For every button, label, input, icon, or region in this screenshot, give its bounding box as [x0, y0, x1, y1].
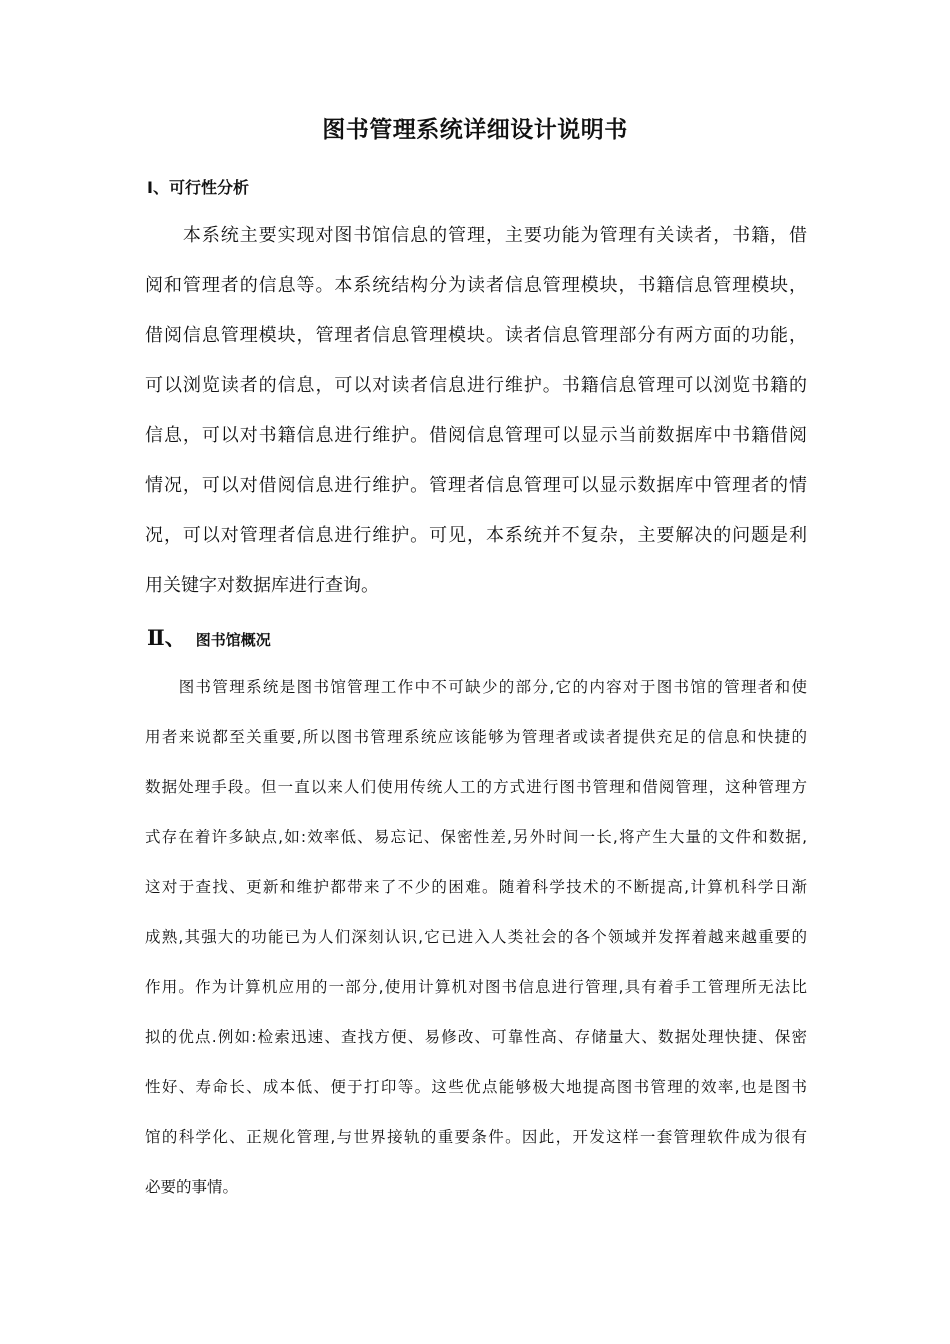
paragraph-line: 借阅信息管理模块，管理者信息管理模块。读者信息管理部分有两方面的功能， — [145, 325, 807, 346]
section-2-title: 图书馆概况 — [195, 631, 271, 649]
paragraph-line: 情况，可以对借阅信息进行维护。管理者信息管理可以显示数据库中管理者的情 — [145, 475, 807, 496]
paragraph-line: 信息，可以对书籍信息进行维护。借阅信息管理可以显示当前数据库中书籍借阅 — [145, 425, 807, 446]
paragraph-line: 阅和管理者的信息等。本系统结构分为读者信息管理模块，书籍信息管理模块， — [145, 275, 807, 296]
section-1-paragraph — [145, 211, 807, 611]
paragraph-line: 用关键字对数据库进行查询。 — [145, 575, 379, 596]
section-2-number: Ⅱ、 — [147, 625, 186, 650]
paragraph-line: 可以浏览读者的信息，可以对读者信息进行维护。书籍信息管理可以浏览书籍的 — [145, 375, 807, 396]
paragraph-line: 这对于查找、更新和维护都带来了不少的困难。随着科学技术的不断提高,计算机科学日渐 — [145, 878, 807, 896]
paragraph-line: 必要的事情。 — [145, 1178, 239, 1196]
section-2-heading — [147, 618, 271, 660]
paragraph-line: 况，可以对管理者信息进行维护。可见，本系统并不复杂，主要解决的问题是利 — [145, 525, 807, 546]
paragraph-line: 作用。作为计算机应用的一部分,使用计算机对图书信息进行管理,具有着手工管理所无法比 — [145, 978, 807, 996]
paragraph-line: 拟的优点.例如:检索迅速、查找方便、易修改、可靠性高、存储量大、数据处理快捷、保密 — [145, 1028, 807, 1046]
document-title: 图书管理系统详细设计说明书 — [322, 117, 628, 143]
section-1-heading: Ⅰ、可行性分析 — [147, 178, 249, 197]
section-2-paragraph — [145, 662, 807, 1212]
paragraph-line: 馆的科学化、正规化管理,与世界接轨的重要条件。因此，开发这样一套管理软件成为很有 — [145, 1128, 807, 1146]
paragraph-line: 式存在着许多缺点,如:效率低、易忘记、保密性差,另外时间一长,将产生大量的文件和数据, — [145, 828, 807, 846]
paragraph-line: 本系统主要实现对图书馆信息的管理，主要功能为管理有关读者，书籍，借 — [145, 225, 807, 246]
paragraph-line: 性好、寿命长、成本低、便于打印等。这些优点能够极大地提高图书管理的效率,也是图书 — [145, 1078, 807, 1096]
paragraph-line: 成熟,其强大的功能已为人们深刻认识,它已进入人类社会的各个领域并发挥着越来越重要的 — [145, 928, 807, 946]
paragraph-line: 数据处理手段。但一直以来人们使用传统人工的方式进行图书管理和借阅管理，这种管理方 — [145, 778, 807, 796]
paragraph-line: 图书管理系统是图书馆管理工作中不可缺少的部分,它的内容对于图书馆的管理者和使 — [145, 678, 807, 696]
paragraph-line: 用者来说都至关重要,所以图书管理系统应该能够为管理者或读者提供充足的信息和快捷的 — [145, 728, 807, 746]
